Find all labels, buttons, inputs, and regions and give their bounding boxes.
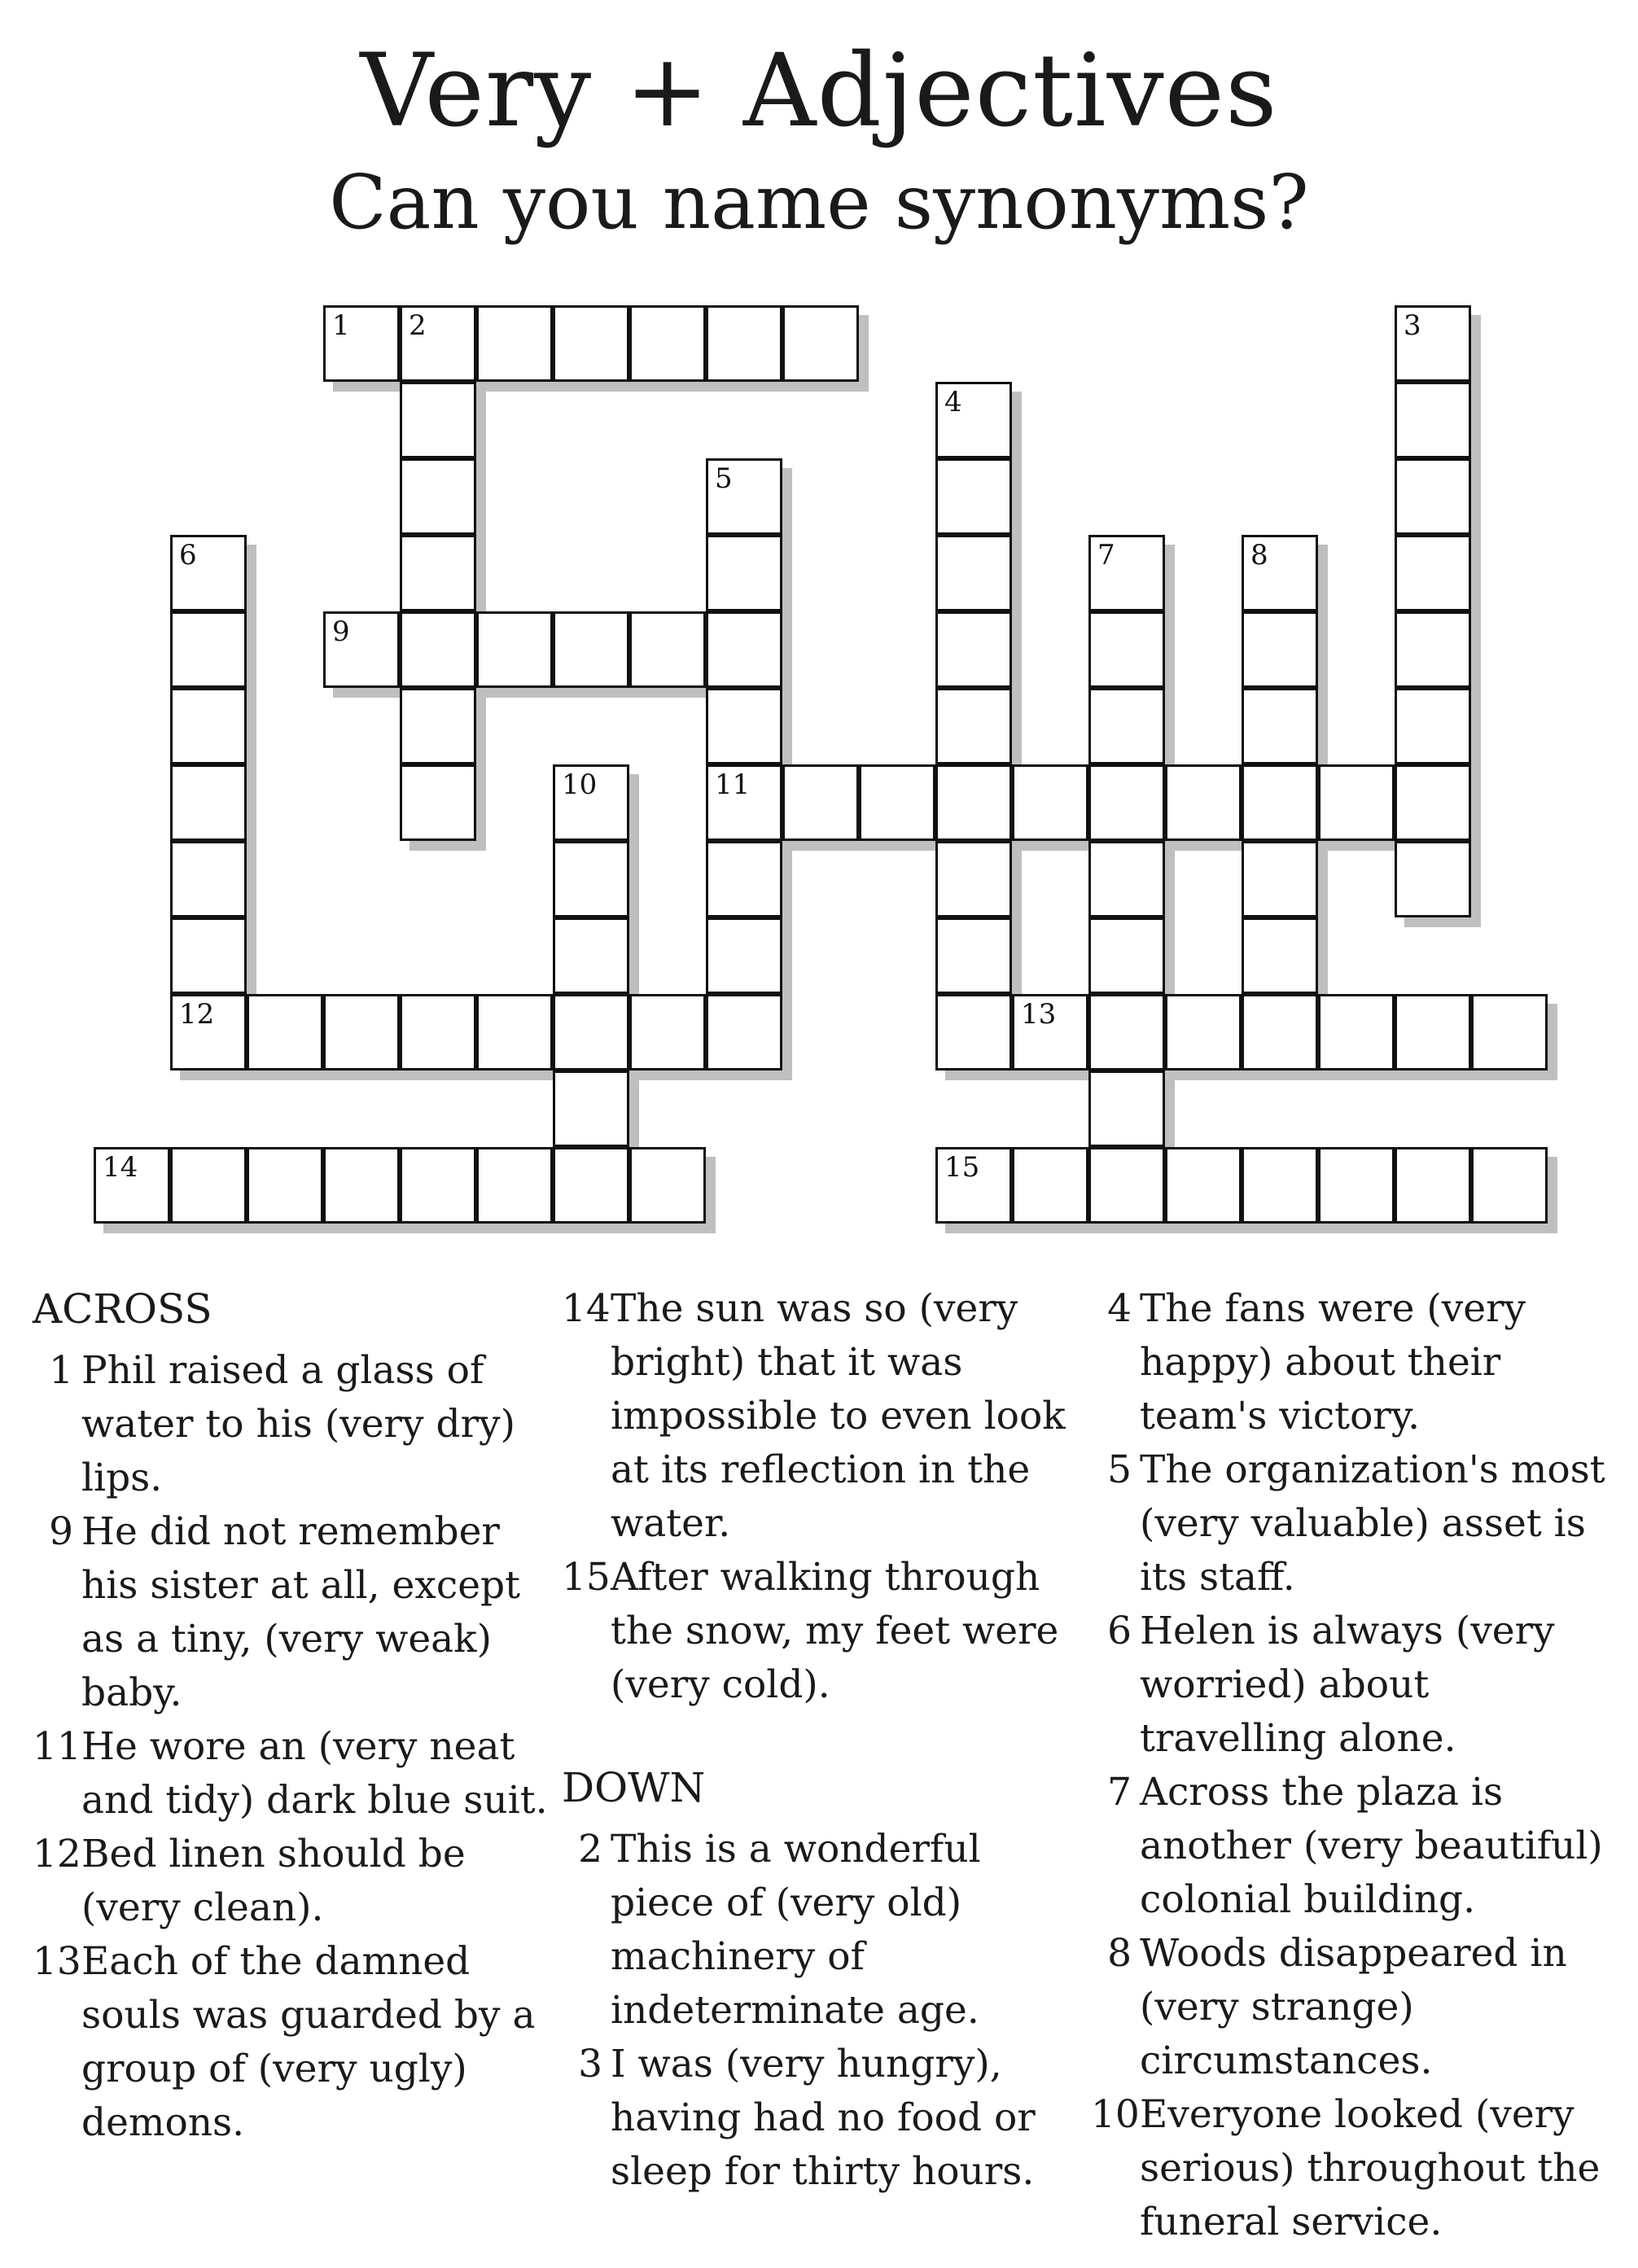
grid-cell[interactable] [1395,611,1471,688]
grid-cell[interactable] [247,994,323,1071]
clue-text: Across the plaza is another (very beautiful) colonial building. [1140,1770,1603,1922]
across-clue-14 [562,1282,1083,1551]
down-clue-10 [1091,2088,1612,2249]
grid-cell[interactable] [706,458,782,535]
cell-number: 12 [179,998,215,1031]
grid-cell[interactable] [1471,994,1548,1071]
clue-number: 13 [33,1939,81,1984]
grid-cell[interactable] [859,764,935,841]
grid-cell[interactable] [706,994,782,1071]
grid-cell[interactable] [553,1147,629,1224]
grid-cell[interactable] [935,688,1012,764]
grid-cell[interactable] [782,305,859,382]
grid-cell[interactable] [476,994,553,1071]
grid-cell[interactable] [1088,764,1165,841]
grid-cell[interactable] [476,611,553,688]
clue-number: 4 [1107,1286,1132,1331]
grid-cell[interactable] [323,611,400,688]
clue-number: 15 [562,1555,611,1600]
grid-cell[interactable] [170,841,247,917]
grid-cell[interactable] [1395,305,1471,382]
across-clue-12 [33,1828,554,1935]
grid-cell[interactable] [1242,994,1318,1071]
clues-column-2 [562,1282,1083,2199]
cell-number: 8 [1250,539,1268,571]
grid-cell[interactable] [1395,382,1471,458]
grid-cell[interactable] [1012,1147,1088,1224]
grid-cell[interactable] [400,535,476,611]
clue-number: 1 [49,1348,73,1393]
grid-cell[interactable] [170,535,247,611]
grid-cell[interactable] [553,917,629,994]
grid-cell[interactable] [1318,1147,1395,1224]
grid-cell[interactable] [1395,841,1471,917]
clue-text: The fans were (very happy) about their team's victory. [1140,1286,1526,1438]
grid-cell[interactable] [170,994,247,1071]
grid-cell[interactable] [935,458,1012,535]
clue-text: Each of the damned souls was guarded by a group of (very ugly) demons. [81,1939,536,2145]
grid-cell[interactable] [1088,688,1165,764]
down-heading: DOWN [562,1764,706,1811]
clue-number: 2 [578,1827,602,1872]
clue-text: Phil raised a glass of water to his (very dry) lips. [81,1348,515,1500]
clue-text: This is a wonderful piece of (very old) machinery of indeterminate age. [611,1827,981,2033]
grid-cell[interactable] [1242,841,1318,917]
grid-cell[interactable] [553,1071,629,1147]
grid-cell[interactable] [400,458,476,535]
grid-cell[interactable] [935,917,1012,994]
grid-cell[interactable] [1088,994,1165,1071]
grid-cell[interactable] [1088,841,1165,917]
clue-number: 10 [1091,2092,1140,2137]
across-clue-1 [33,1344,554,1505]
cell-number: 10 [562,768,598,801]
clue-text: The organization's most (very valuable) asset is its staff. [1140,1447,1605,1600]
grid-cell[interactable] [170,1147,247,1224]
grid-cell[interactable] [1012,994,1088,1071]
across-clue-11 [33,1720,554,1828]
grid-cell[interactable] [629,611,706,688]
clue-number: 11 [33,1724,81,1769]
cell-number: 3 [1404,309,1421,342]
grid-cell[interactable] [1471,1147,1548,1224]
grid-cell[interactable] [706,917,782,994]
cell-number: 2 [409,309,427,342]
grid-cell[interactable] [400,994,476,1071]
grid-cell[interactable] [1242,535,1318,611]
grid-cell[interactable] [935,382,1012,458]
grid-cell[interactable] [1242,1147,1318,1224]
grid-cell[interactable] [935,535,1012,611]
grid-cell[interactable] [476,305,553,382]
grid-cell[interactable] [1242,688,1318,764]
grid-cell[interactable] [706,305,782,382]
clue-number: 12 [33,1832,81,1876]
grid-cell[interactable] [323,305,400,382]
grid-cell[interactable] [935,1147,1012,1224]
cell-number: 15 [944,1151,980,1184]
across-clue-9 [33,1505,554,1720]
grid-cell[interactable] [1395,688,1471,764]
grid-cell[interactable] [935,611,1012,688]
grid-cell[interactable] [553,305,629,382]
clue-text: The sun was so (very bright) that it was impossible to even look at its reflection in the water. [611,1286,1066,1546]
cell-number: 4 [944,386,962,418]
down-clue-7 [1091,1766,1612,1927]
clue-number: 7 [1107,1770,1132,1815]
grid-cell[interactable] [553,841,629,917]
clue-number: 14 [562,1286,611,1331]
grid-cell[interactable] [1395,535,1471,611]
grid-cell[interactable] [247,1147,323,1224]
down-clue-5 [1091,1443,1612,1605]
down-clue-6 [1091,1605,1612,1766]
grid-cell[interactable] [476,1147,553,1224]
cell-number: 1 [332,309,350,342]
grid-cell[interactable] [1395,1147,1471,1224]
clue-text: He wore an (very neat and tidy) dark blue suit. [81,1724,548,1823]
grid-cell[interactable] [1165,764,1242,841]
grid-cell[interactable] [400,305,476,382]
grid-cell[interactable] [782,764,859,841]
grid-cell[interactable] [629,305,706,382]
grid-cell[interactable] [1395,764,1471,841]
grid-cell[interactable] [1318,994,1395,1071]
grid-cell[interactable] [629,994,706,1071]
cell-number: 11 [715,768,751,801]
grid-cell[interactable] [170,688,247,764]
clue-text: Woods disappeared in (very strange) circumstances. [1140,1931,1567,2083]
down-clue-2 [562,1823,1083,2038]
clue-number: 3 [578,2042,602,2086]
grid-cell[interactable] [1088,611,1165,688]
cell-number: 6 [179,539,197,571]
across-clue-13 [33,1935,554,2150]
grid-cell[interactable] [935,994,1012,1071]
grid-cell[interactable] [1165,1147,1242,1224]
grid-cell[interactable] [323,994,400,1071]
grid-cell[interactable] [1165,994,1242,1071]
clue-text: I was (very hungry), having had no food or sleep for thirty hours. [611,2042,1036,2194]
clue-number: 9 [49,1509,73,1554]
cell-number: 13 [1021,998,1057,1031]
grid-cell[interactable] [1012,764,1088,841]
grid-cell[interactable] [400,1147,476,1224]
grid-cell[interactable] [1088,535,1165,611]
down-clue-4 [1091,1282,1612,1443]
grid-cell[interactable] [170,611,247,688]
cell-number: 14 [103,1151,138,1184]
clue-text: After walking through the snow, my feet were (very cold). [611,1555,1059,1707]
grid-cell[interactable] [706,688,782,764]
cell-number: 7 [1097,539,1115,571]
grid-cell[interactable] [1395,458,1471,535]
cell-number: 9 [332,615,350,648]
grid-cell[interactable] [1088,1147,1165,1224]
clue-number: 5 [1107,1447,1132,1492]
grid-cell[interactable] [706,611,782,688]
across-heading: ACROSS [33,1285,212,1333]
clue-number: 6 [1107,1609,1132,1653]
grid-cell[interactable] [553,994,629,1071]
clue-text: Everyone looked (very serious) throughout the funeral service. [1140,2092,1601,2244]
clue-text: He did not remember his sister at all, except as a tiny, (very weak) baby. [81,1509,520,1715]
grid-cell[interactable] [706,841,782,917]
clue-number: 8 [1107,1931,1132,1976]
grid-cell[interactable] [1395,994,1471,1071]
grid-cell[interactable] [94,1147,170,1224]
grid-cell[interactable] [706,535,782,611]
grid-cell[interactable] [1242,764,1318,841]
page-subtitle: Can you name synonyms? [329,159,1309,246]
cell-number: 5 [715,462,733,495]
grid-cell[interactable] [1242,611,1318,688]
grid-cell[interactable] [170,917,247,994]
grid-cell[interactable] [1242,917,1318,994]
down-clue-3 [562,2038,1083,2199]
clue-text: Helen is always (very worried) about travelling alone. [1140,1609,1555,1761]
grid-cell[interactable] [1088,917,1165,994]
clue-text: Bed linen should be (very clean). [81,1832,466,1930]
clues-column-1 [33,1282,554,2150]
grid-cell[interactable] [935,841,1012,917]
grid-cell[interactable] [400,688,476,764]
grid-cell[interactable] [706,764,782,841]
grid-cell[interactable] [629,1147,706,1224]
grid-cell[interactable] [1318,764,1395,841]
grid-cell[interactable] [170,764,247,841]
grid-cell[interactable] [400,382,476,458]
grid-cell[interactable] [1088,1071,1165,1147]
down-clue-8 [1091,1927,1612,2088]
grid-cell[interactable] [935,764,1012,841]
grid-cell[interactable] [400,764,476,841]
across-clue-15 [562,1551,1083,1712]
grid-cell[interactable] [323,1147,400,1224]
grid-cell[interactable] [553,611,629,688]
grid-cell[interactable] [553,764,629,841]
clues-column-3 [1091,1282,1612,2249]
grid-cell[interactable] [400,611,476,688]
page-title: Very + Adjectives [360,33,1278,150]
